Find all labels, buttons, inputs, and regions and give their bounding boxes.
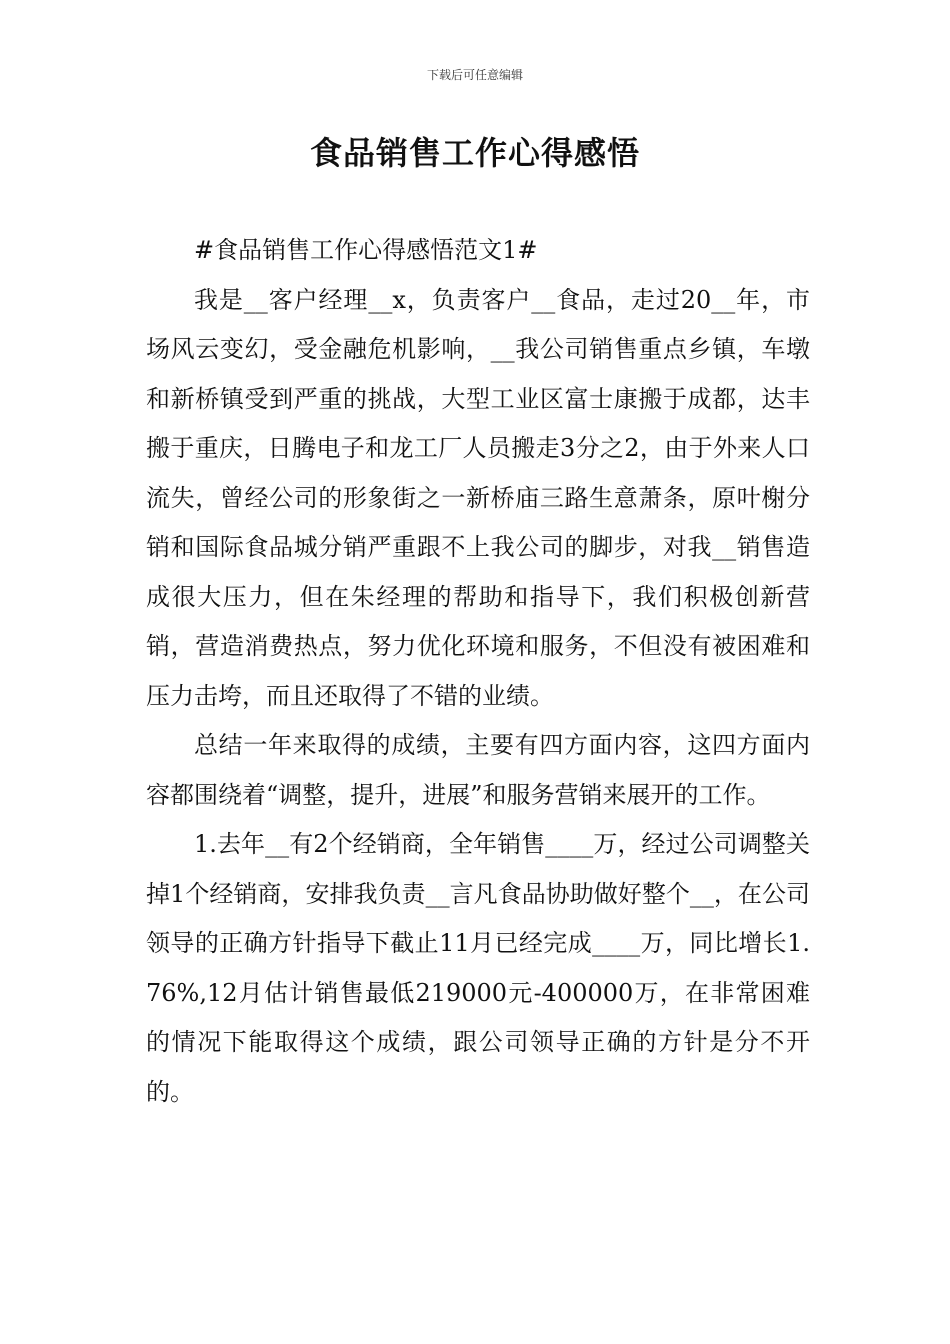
paragraph-intro: 我是__客户经理__x，负责客户__食品，走过20__年，市场风云变幻，受金融危机影响，__我公司销售重点乡镇，车墩和新桥镇受到严重的挑战，大型工业区富士康搬于成都，达丰搬于重庆，日腾电子和龙工厂人员搬走3分之2，由于外来人口流失，曾经公司的形象街之一新桥庙三路生意萧条，原叶榭分销和国际食品城分销严重跟不上我公司的脚步，对我__销售造成很大压力，但在朱经理的帮助和指导下，我们积极创新营销，营造消费热点，努力优化环境和服务，不但没有被困难和压力击垮，而且还取得了不错的业绩。 bbox=[146, 285, 810, 710]
header-note: 下载后可任意编辑 bbox=[426, 68, 523, 82]
paragraph-item-1: 1.去年__有2个经销商，全年销售____万，经过公司调整关掉1个经销商，安排我负责__言凡食品协助做好整个__，在公司领导的正确方针指导下截止11月已经完成____万，同比增长1.76%,12月估计销售最低219000元-400000万，在非常困难的情况下能取得这个成绩，跟公司领导正确的方针是分不开的。 bbox=[146, 830, 810, 1106]
document-body bbox=[146, 226, 810, 1117]
document-title: 食品销售工作心得感悟 bbox=[309, 134, 640, 172]
paragraph-summary: 总结一年来取得的成绩，主要有四方面内容，这四方面内容都围绕着“调整，提升，进展”和服务营销来展开的工作。 bbox=[146, 731, 810, 809]
section-heading: #食品销售工作心得感悟范文1# bbox=[194, 236, 538, 264]
